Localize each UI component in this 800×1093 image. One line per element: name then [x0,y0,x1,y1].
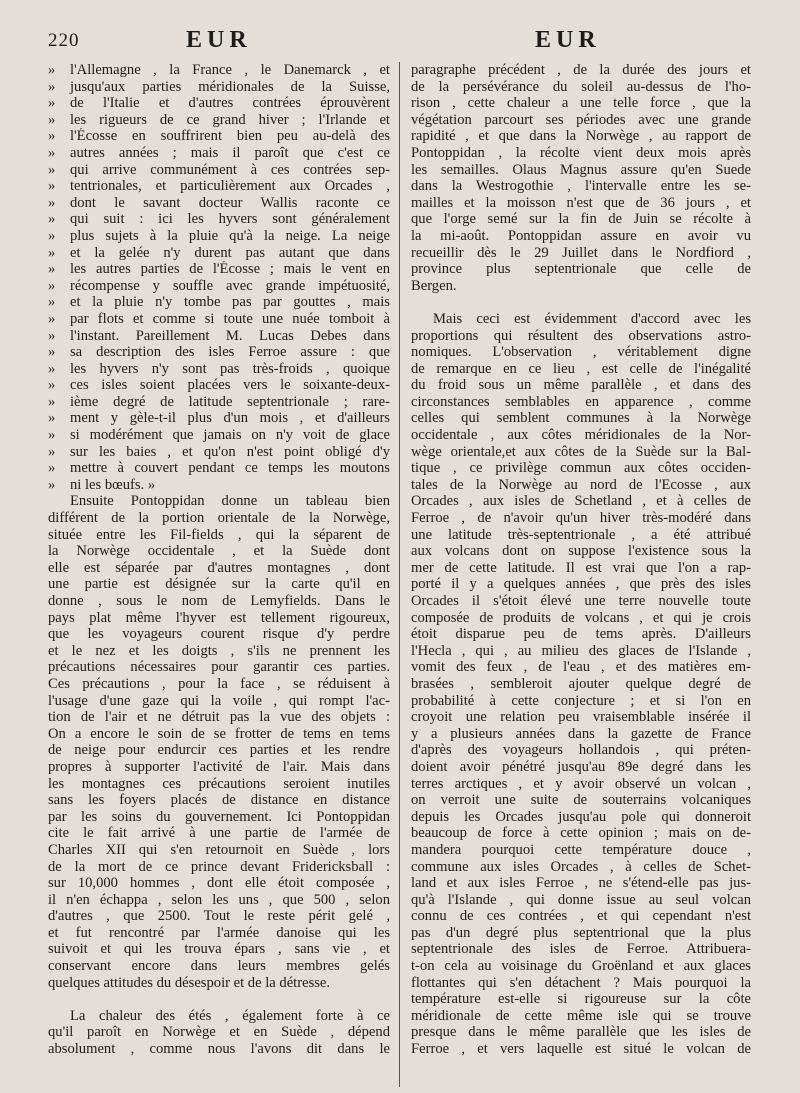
quote-mark: » [48,427,56,444]
line-text: cite le fait arrivé à une partie de l'armée de [48,825,390,842]
line-text: tales de la Norwège au nord de l'Ecosse , aux [411,476,751,493]
line-text: ième degré de latitude septentrionale ; rare- [70,393,390,410]
line-text: celles qui semblent communes à la Norwège [411,410,751,427]
line-text: depuis les Orcades jusqu'au pole qui donneroit [411,808,751,825]
text-line [411,610,751,627]
text-line [48,593,390,610]
line-text: mettre à couvert pendant ce temps les moutons [70,460,390,477]
line-text: ment y gèle-t-il plus d'un mois , et d'ailleurs [70,410,390,427]
line-text: ni les bœufs. » [70,476,156,493]
text-line [48,460,390,477]
text-line [48,809,390,826]
text-line [48,128,390,145]
text-line [411,261,751,278]
quote-mark: » [48,62,56,78]
text-line [48,261,390,278]
line-text: connu de ces contrées , et qui cependant n'est [411,908,751,925]
line-text: la Norwège occidentale , et la Suède dont [48,543,390,560]
line-text: Ferroe , et vers laquelle est situé le volcan de [411,1041,751,1058]
quote-mark: » [48,161,56,178]
text-line [48,560,390,577]
text-line [411,726,751,743]
line-text: tique , ce privilège commun aux côtes occiden- [411,460,751,477]
text-line [48,576,390,593]
column-divider [399,62,400,1087]
line-text: précautions nécessaires pour garantir ces parties. [48,659,390,676]
line-text: et fut rencontré par l'armée danoise qui les [48,924,390,941]
text-line [48,908,390,925]
line-text: de l'Italie et d'autres contrées éprouvèrent [70,95,390,112]
text-line [411,560,751,577]
text-line [48,344,390,361]
line-text: occidentale , aux côtes méridionales de la Nor- [411,427,751,444]
line-text: sur les baies , et qu'on n'est point obligé d'y [70,443,390,460]
text-line [411,527,751,544]
line-text: composée de produits de volcans , et qui je crois [411,609,751,626]
line-text: nomiques. L'observation , véritablement digne [411,344,751,361]
line-text: une latitude très-septentrionale , a été attribué [411,526,751,543]
line-text: étoit disparue peu de tems après. D'ailleurs [411,626,751,643]
text-line [411,112,751,129]
line-text: les rigueurs de ce grand hiver ; l'Irlande et [70,111,390,128]
text-line [48,211,390,228]
line-text: flottantes qui s'en détachent ? Mais pourquoi la [411,974,751,991]
text-line [48,1041,390,1058]
line-text: mailles et la moisson n'est que de 36 jours , et [411,194,751,211]
line-text: mandera pourquoi cette température douce , [411,841,751,858]
line-text: tion de l'air et ne détruit pas la vue des objets : [48,709,390,726]
line-text: t-on cela au voisinage du Groënland et aux glaces [411,958,751,975]
text-line [411,344,751,361]
quote-mark: » [48,211,56,228]
line-text: d'après des voyageurs hollandois , qui préten- [411,742,751,759]
text-line [48,245,390,262]
text-line [48,659,390,676]
line-text: différent de la portion orientale de la Norwège, [48,510,390,527]
text-line [411,145,751,162]
quote-mark: » [48,360,56,377]
text-line [411,908,751,925]
line-text: par flots et comme si toute une nuée tomboit à [70,310,390,327]
text-line [411,975,751,992]
quote-mark: » [48,261,56,278]
text-line [411,377,751,394]
text-line [48,145,390,162]
line-text: méridionale de cette même isle qui se trouve [411,1007,751,1024]
line-text: végétation parcourt ses périodes avec une grande [411,111,751,128]
text-line [411,593,751,610]
text-line [48,311,390,328]
text-line [48,875,390,892]
quote-mark: » [48,294,56,311]
text-line [48,1008,390,1025]
text-line [411,493,751,510]
text-line [48,842,390,859]
text-line [411,195,751,212]
line-text: de neige pour endurcir ces parties et les rendre [48,742,390,759]
text-line [411,676,751,693]
line-text: Orcades il s'étoit élevé une terre nouvelle toute [411,593,751,609]
quote-mark: » [48,460,56,477]
line-text: de la persévérance du soleil au-dessus de l'ho- [411,78,751,95]
line-text: aux volcans dont on suppose l'existence sous la [411,543,751,560]
line-text: sans les foyers placés de distance en distance [48,792,390,809]
text-line [411,510,751,527]
text-line [411,892,751,909]
text-line [411,626,751,643]
line-text: les semailles. Olaus Magnus assure qu'en Suede [411,161,751,178]
text-line [48,742,390,759]
text-line [48,178,390,195]
text-line [411,162,751,179]
line-text: et la pluie n'y tombe pas par gouttes , mais [70,294,390,311]
line-text: absolument , comme nous l'avons dit dans le [48,1041,390,1058]
line-text: que les voyageurs courent risque d'y perdre [48,626,390,643]
text-line [411,776,751,793]
line-text: elle est séparée par d'autres montagnes , dont [48,559,390,576]
text-line [411,941,751,958]
line-text: sur 10,000 hommes , dont elle étoit composée , [48,875,390,892]
text-line [48,543,390,560]
text-line [48,477,390,494]
quote-mark: » [48,178,56,195]
text-line [48,925,390,942]
text-line [48,510,390,527]
text-line [411,79,751,96]
line-text: Bergen. [411,277,457,294]
text-line [48,195,390,212]
line-text: paragraphe précédent , de la durée des jours et [411,62,751,78]
line-text: probabilité à cette conjecture ; et si l'on en [411,692,751,709]
paragraph-gap [48,991,390,1008]
text-line [411,659,751,676]
text-line [411,328,751,345]
left-text-column [48,62,390,1090]
line-text: tentrionales, et particulièrement aux Orcades , [70,178,390,195]
text-line [48,958,390,975]
line-text: croyoit une relation peu vraisemblable insérée il [411,709,751,726]
line-text: doient avoir pénétré jusqu'au 89e degré dans les [411,758,751,775]
line-text: l'Allemagne , la France , le Danemarck , et [70,62,390,78]
text-line [411,410,751,427]
text-line [411,825,751,842]
line-text: l'Hecla , qui , au milieu des glaces de l'Islande , [411,642,751,659]
text-line [48,975,390,992]
line-text: rapidité , et que dans la Norwège , au rapport de [411,128,751,145]
text-line [411,1024,751,1041]
quote-mark: » [48,78,56,95]
text-line [48,62,390,79]
text-line [48,278,390,295]
text-line [411,759,751,776]
line-text: beaucoup de force à cette opinion ; mais on de- [411,825,751,842]
text-line [48,759,390,776]
text-line [411,925,751,942]
text-line [48,709,390,726]
quote-mark: » [48,443,56,460]
line-text: récompense y souffle avec grande impétuosité, [70,277,390,294]
line-text: quelques attitudes du désespoir et de la détresse. [48,974,331,991]
text-line [411,693,751,710]
line-text: l'Écosse en souffrirent bien peu au-delà des [70,128,390,145]
text-line [411,444,751,461]
text-line [411,875,751,892]
text-line [411,311,751,328]
text-line [48,112,390,129]
line-text: l'usage d'une gaze qui la voile , qui rompt l'ac- [48,692,390,709]
line-text: les montagnes ces précautions seroient inutiles [48,775,390,792]
text-line [48,941,390,958]
line-text: qui arrive communément à ces contrées sep- [70,161,390,178]
line-text: Mais ceci est évidemment d'accord avec les [433,310,751,327]
line-text: On a encore le soin de se frotter de tems en tems [48,725,390,742]
line-text: d'autres , que 2500. Tout le reste périt gelé , [48,908,390,925]
line-text: les autres parties de l'Écosse ; mais le vent en [70,261,390,278]
text-line [411,62,751,79]
text-line [411,361,751,378]
text-line [411,245,751,262]
text-line [48,162,390,179]
line-text: autres années ; mais il paroît que c'est ce [70,144,390,161]
line-text: pas d'un degré plus septentrional que la plus [411,924,751,941]
text-line [411,742,751,759]
quote-mark: » [48,327,56,344]
line-text: septentrionale des isles de Ferroe. Attribuera- [411,941,751,958]
text-line [411,427,751,444]
text-line [411,178,751,195]
line-text: du froid sous un même parallèle , et dans des [411,377,751,394]
text-line [48,410,390,427]
text-line [48,643,390,660]
line-text: terres arctiques , et y avoir observé un volcan , [411,775,751,792]
running-head-right: EUR [535,27,601,53]
line-text: par les soins du gouvernement. Ici Pontoppidan [48,808,390,825]
line-text: Ferroe , de n'avoir qu'un hiver très-modéré dans [411,510,751,527]
quote-mark: » [48,344,56,361]
text-line [411,576,751,593]
text-line [411,95,751,112]
line-text: commune aux isles Orcades , à celles de Schet- [411,858,751,875]
line-text: propres à supporter l'activité de l'air. Mais dans [48,758,390,775]
paragraph-gap [411,294,751,311]
line-text: il n'en échappa , selon les uns , que 500 , selon [48,891,390,908]
text-line [48,1024,390,1041]
line-text: recueillir dès le 29 Juillet dans le Nordfiord , [411,244,751,261]
quote-mark: » [48,476,56,493]
text-line [48,676,390,693]
text-line [411,991,751,1008]
line-text: Orcades , aux isles de Schetland , et à celles de [411,493,751,510]
quote-mark: » [48,227,56,244]
text-line [411,958,751,975]
line-text: de la mort de ce prince devant Fridericksball : [48,858,390,875]
line-text: Pontoppidan , la récolte vient deux mois après [411,144,751,161]
line-text: donne , sous le nom de Lemyfields. Dans le [48,593,390,609]
text-line [48,361,390,378]
quote-mark: » [48,377,56,394]
line-text: mer de cette latitude. Il est vrai que l'on a rap- [411,559,751,576]
text-line [411,643,751,660]
quote-mark: » [48,393,56,410]
line-text: la mi-août. Pontoppidan assure en avoir vu [411,227,751,244]
line-text: rison , cette chaleur a une telle force , que la [411,95,751,112]
line-text: porté il y a quelques années , que près des isles [411,576,751,593]
text-line [411,859,751,876]
line-text: une partie est désignée sur la carte qu'il en [48,576,390,593]
line-text: si modérément que jamais on n'y voit de glace [70,427,390,444]
quote-mark: » [48,128,56,145]
quote-mark: » [48,410,56,427]
text-line [48,394,390,411]
text-line [411,1008,751,1025]
quote-mark: » [48,111,56,128]
line-text: pays plat même l'hyver est tellement rigoureux, [48,609,390,626]
line-text: jusqu'aux parties méridionales de la Suisse, [70,78,390,95]
line-text: dont le savant docteur Wallis raconte ce [70,194,390,211]
text-line [411,1041,751,1058]
line-text: wège orientale,et aux côtes de la Suède sur la Bal- [411,443,751,460]
text-line [411,394,751,411]
line-text: La chaleur des étés , également forte à ce [70,1007,390,1024]
line-text: de remarque en ce lieu , est celle de l'inégalité [411,360,751,377]
text-line [48,825,390,842]
text-line [48,79,390,96]
line-text: brasées , sembleroit ajouter quelque degré de [411,675,751,692]
text-line [411,477,751,494]
line-text: dans la Westrogothie , l'intervalle entre les se- [411,178,751,195]
text-line [48,493,390,510]
text-line [48,527,390,544]
text-line [48,776,390,793]
text-line [48,228,390,245]
line-text: proportions qui résultent des observations astro- [411,327,751,344]
text-line [48,859,390,876]
text-line [48,377,390,394]
line-text: qui suit : ici les hyvers sont généralement [70,211,390,228]
line-text: vomit des feux , de l'eau , et des matières em- [411,659,751,676]
text-line [48,792,390,809]
text-line [48,626,390,643]
quote-mark: » [48,144,56,161]
text-line [48,693,390,710]
quote-mark: » [48,310,56,327]
line-text: ces isles soient placées vers le soixante-deux- [70,377,390,394]
line-text: que l'orge semé sur la fin de Juin se récolte à [411,211,751,228]
line-text: suivoit et qui les trouva épars , sans vie , et [48,941,390,958]
text-line [48,610,390,627]
line-text: et le nez et les doigts , s'ils ne prennent les [48,642,390,659]
line-text: plus sujets à la pluie qu'à la neige. La neige [70,227,390,244]
text-line [411,278,751,295]
text-line [48,892,390,909]
line-text: et la gelée n'y durent pas autant que dans [70,244,390,261]
text-line [411,128,751,145]
text-line [411,809,751,826]
text-line [411,709,751,726]
text-line [48,444,390,461]
page-number: 220 [48,30,80,51]
line-text: province plus septentrionale que celle de [411,261,751,278]
text-line [48,294,390,311]
text-line [411,211,751,228]
line-text: y a plusieurs années dans la gazette de France [411,725,751,742]
text-line [48,427,390,444]
line-text: située entre les Fil-fields , qui la séparent de [48,526,390,543]
line-text: qu'à l'Islande , qui donne issue au seul volcan [411,891,751,908]
text-line [411,543,751,560]
line-text: température est-elle si rigoureuse sur la côte [411,991,751,1008]
line-text: qu'il paroît en Norwège et en Suède , dépend [48,1024,390,1041]
text-line [411,228,751,245]
text-line [48,328,390,345]
line-text: land et aux isles Ferroe , ne s'étend-elle pas jus- [411,875,751,892]
line-text: conservant encore dans leurs membres gelés [48,958,390,975]
text-line [411,792,751,809]
quote-mark: » [48,244,56,261]
quote-mark: » [48,194,56,211]
text-line [48,726,390,743]
text-line [411,460,751,477]
line-text: Charles XII qui s'en retournoit en Suède , lors [48,841,390,858]
text-line [48,95,390,112]
line-text: presque dans le même parallèle que les isles de [411,1024,751,1041]
quote-mark: » [48,277,56,294]
line-text: Ces précautions , pour la face , se réduisent à [48,675,390,692]
right-text-column [411,62,751,1090]
quote-mark: » [48,95,56,112]
line-text: on verroit une suite de souterrains volcaniques [411,792,751,809]
text-line [411,842,751,859]
line-text: sa description des isles Ferroe assure : que [70,344,390,361]
running-head-left: EUR [186,27,252,53]
line-text: l'instant. Pareillement M. Lucas Debes dans [70,327,390,344]
line-text: circonstances semblables en apparence , comme [411,393,751,410]
line-text: Ensuite Pontoppidan donne un tableau bien [70,493,390,510]
line-text: les hyvers n'y sont pas très-froids , quoique [70,360,390,377]
